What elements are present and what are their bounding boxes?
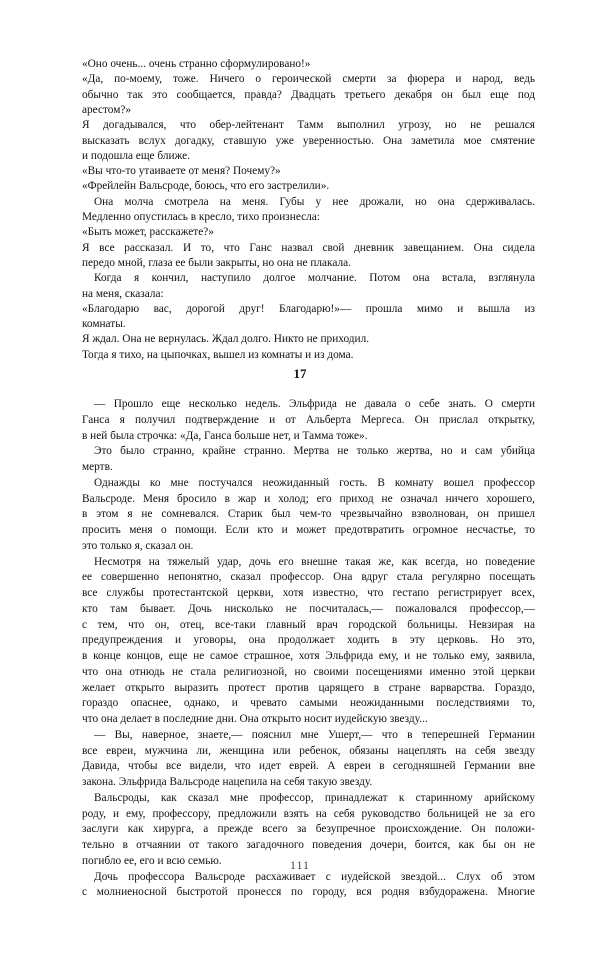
text-line: арестом?»	[82, 103, 132, 116]
text-line: Ганса я получил подтверждение и от Альберта Мергеса. Он прислал открытку,	[82, 413, 535, 426]
text-line: Однажды ко мне постучался неожиданный гость. В комнату вошел профессор	[94, 476, 535, 489]
text-line: обычно так это сообщается, правда? Двадцать третьего декабря он был еще под	[82, 88, 535, 101]
text-line: что она отнюдь не стала религиозной, но своими посещениями именно этой церкви	[82, 665, 535, 678]
text-line: «Быть может, расскажете?»	[82, 226, 214, 239]
text-line: Дочь профессора Вальсроде расхаживает с иудейской звездой... Слух об этом	[94, 870, 535, 883]
text-line: с молниеносной быстротой пронесся по городу, вся родня взбудоражена. Многие	[82, 886, 535, 899]
text-line: Медленно опустилась в кресло, тихо произнесла:	[82, 211, 320, 223]
text-line: погибло ее, его и всю семью.	[82, 854, 222, 867]
text-line: — Вы, наверное, знаете,— пояснил мне Ушерт,— что в теперешней Германии	[94, 728, 535, 741]
text-line: «Да, по-моему, тоже. Ничего о героической смерти за фюрера и народ, ведь	[82, 73, 535, 86]
page-number: 111	[289, 858, 311, 872]
text-line: Вальсроды, как сказал мне профессор, принадлежат к старинному арийскому	[94, 791, 535, 804]
text-line: желает открыто выразить протест против царящего в стране варварства. Гораздо,	[82, 681, 535, 694]
text-line: закона. Эльфрида Вальсроде нацепила на себя такую звезду.	[82, 776, 373, 788]
text-line: «Оно очень... очень странно сформулировано!»	[82, 58, 311, 70]
text-line: кто там бывает. Дочь нисколько не посчиталась,— пожаловался профессор,—	[82, 602, 535, 615]
text-line: все службы протестантской церкви, хотя известно, что гестапо регистрирует всех,	[82, 587, 535, 599]
text-line: на меня, сказала:	[82, 287, 164, 300]
text-line: Вальсроде. Меня бросило в жар и холод; его приход не означал ничего хорошего,	[82, 492, 535, 505]
text-line: Когда я кончил, наступило долгое молчание. Потом она встала, взглянула	[94, 272, 535, 285]
text-line: Она молча смотрела на меня. Губы у нее дрожали, но она сдерживалась.	[94, 195, 535, 208]
text-line: передо мной, глаза ее были закрыты, но она не плакала.	[82, 256, 351, 269]
text-line: — Прошло еще несколько недель. Эльфрида не давала о себе знать. О смерти	[94, 398, 535, 410]
text-line: Тогда я тихо, на цыпочках, вышел из комнаты и из дома.	[82, 348, 354, 361]
chapter-number: 17	[293, 366, 307, 381]
text-line: «Вы что-то утаиваете от меня? Почему?»	[82, 165, 281, 178]
text-line: гораздо опаснее, однако, и чревато самыми неожиданными последствиями то,	[82, 697, 535, 710]
text-line: и подошла еще ближе.	[82, 149, 191, 162]
text-line: мертв.	[82, 461, 113, 473]
text-line: Я догадывался, что обер-лейтенант Тамм выполнил угрозу, но не решался	[82, 119, 535, 132]
text-line: с тем, что он, отец, все-таки главный врач городской больницы. Невзирая на	[82, 618, 535, 631]
text-line: Я ждал. Она не вернулась. Ждал долго. Никто не приходил.	[82, 333, 370, 346]
text-line: в ней была строчка: «Да, Ганса больше нет, и Тамма тоже».	[82, 429, 368, 442]
text-line: комнаты.	[82, 318, 126, 331]
text-line: «Фрейлейн Вальсроде, боюсь, что его застрелили».	[82, 180, 330, 193]
text-line: Я все рассказал. И то, что Ганс назвал свой дневник завещанием. Она сидела	[82, 241, 535, 254]
text-line: что она делает в последние дни. Она открыто носит иудейскую звезду...	[82, 713, 428, 725]
text-line: роду, и ему, профессору, предложили взять на себя руководство больницей не за его	[82, 807, 535, 820]
text-line: «Благодарю вас, дорогой друг! Благодарю!»— прошла мимо и вышла из	[82, 302, 535, 315]
text-line: предупреждения и уговоры, она продолжает ходить в эту церковь. Но это,	[82, 634, 535, 647]
text-line: тельно в отчаянии от такого загадочного поведения дочери, боится, как бы он не	[82, 839, 535, 851]
text-line: ее совершенно непонятно, сказал профессор. Она вдруг стала регулярно посещать	[82, 571, 535, 584]
text-line: все евреи, мужчина ли, женщина или ребенок, обязаны нацеплять на себя звезду	[82, 744, 535, 757]
text-line: Давида, чтобы все видели, что идет еврей. А евреи в сегодняшней Германии вне	[82, 760, 535, 773]
text-line: в конце концов, еще не самое страшное, хотя Эльфрида ему, и не только ему, заявила,	[82, 650, 535, 662]
text-line: просить меня о помощи. Если кто и может предотвратить огромное несчастье, то	[82, 524, 535, 536]
text-line: это только я, сказал он.	[82, 539, 194, 552]
text-line: высказать вслух догадку, ставшую уже уверенностью. Она заметила мое смятение	[82, 134, 535, 147]
text-line: заслуги как хирурга, а прежде всего за безупречное происхождение. Он положи-	[82, 823, 535, 836]
text-line: в этом я не сомневался. Старик был чем-то чрезвычайно взволнован, он пришел	[82, 508, 535, 521]
text-line: Это было странно, крайне странно. Мертва не только жертва, но и сам убийца	[94, 445, 535, 458]
text-line: Несмотря на тяжелый удар, дочь его внешне такая же, как всегда, но поведение	[94, 555, 535, 568]
